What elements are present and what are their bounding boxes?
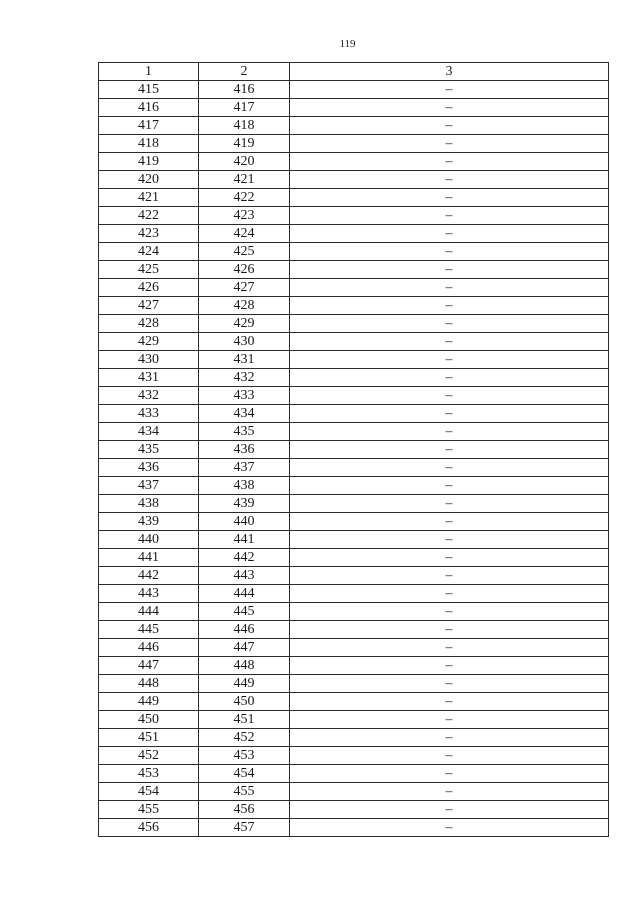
table-cell-col-3: – <box>290 423 609 441</box>
table-cell-col-2: 449 <box>199 675 290 693</box>
table-row <box>99 765 609 783</box>
table-row <box>99 549 609 567</box>
table-cell-col-3: – <box>290 459 609 477</box>
table-cell-col-2: 442 <box>199 549 290 567</box>
table-row <box>99 207 609 225</box>
table-cell-col-1: 428 <box>99 315 199 333</box>
table-cell-col-2: 435 <box>199 423 290 441</box>
table-cell-col-2: 445 <box>199 603 290 621</box>
header-row <box>99 63 609 81</box>
table-cell-col-3: – <box>290 279 609 297</box>
table-row <box>99 567 609 585</box>
table-cell-col-2: 428 <box>199 297 290 315</box>
table-row <box>99 603 609 621</box>
table-row <box>99 513 609 531</box>
table-row <box>99 531 609 549</box>
table-row <box>99 783 609 801</box>
table-cell-col-2: 429 <box>199 315 290 333</box>
table-cell-col-1: 425 <box>99 261 199 279</box>
table-cell-col-1: 442 <box>99 567 199 585</box>
table-cell-col-3: – <box>290 405 609 423</box>
table-row <box>99 405 609 423</box>
table-row <box>99 351 609 369</box>
data-table <box>98 62 609 837</box>
table-cell-col-3: – <box>290 657 609 675</box>
table-cell-col-1: 446 <box>99 639 199 657</box>
table-cell-col-2: 436 <box>199 441 290 459</box>
table-cell-col-3: – <box>290 189 609 207</box>
table-cell-col-2: 457 <box>199 819 290 837</box>
table-cell-col-3: – <box>290 297 609 315</box>
table-cell-col-1: 456 <box>99 819 199 837</box>
table-cell-col-3: – <box>290 261 609 279</box>
table-cell-col-3: – <box>290 729 609 747</box>
table-cell-col-3: – <box>290 315 609 333</box>
table-cell-col-1: 429 <box>99 333 199 351</box>
table-cell-col-1: 451 <box>99 729 199 747</box>
table-row <box>99 675 609 693</box>
table-cell-col-3: – <box>290 333 609 351</box>
table-cell-col-2: 424 <box>199 225 290 243</box>
table-cell-col-3: – <box>290 225 609 243</box>
column-header-1: 1 <box>99 63 199 81</box>
table-cell-col-1: 438 <box>99 495 199 513</box>
table-cell-col-2: 443 <box>199 567 290 585</box>
table-row <box>99 729 609 747</box>
table-row <box>99 477 609 495</box>
table-cell-col-2: 416 <box>199 81 290 99</box>
table-body <box>99 81 609 837</box>
table-row <box>99 585 609 603</box>
table-cell-col-3: – <box>290 81 609 99</box>
table-row <box>99 153 609 171</box>
table-cell-col-2: 439 <box>199 495 290 513</box>
table-row <box>99 801 609 819</box>
table-cell-col-2: 444 <box>199 585 290 603</box>
table-cell-col-2: 431 <box>199 351 290 369</box>
table-cell-col-2: 432 <box>199 369 290 387</box>
table-cell-col-2: 456 <box>199 801 290 819</box>
table-row <box>99 297 609 315</box>
table-cell-col-3: – <box>290 351 609 369</box>
table-cell-col-2: 452 <box>199 729 290 747</box>
table-cell-col-1: 437 <box>99 477 199 495</box>
table-cell-col-2: 426 <box>199 261 290 279</box>
table-cell-col-2: 434 <box>199 405 290 423</box>
table-cell-col-3: – <box>290 477 609 495</box>
table-cell-col-3: – <box>290 243 609 261</box>
table-cell-col-3: – <box>290 801 609 819</box>
table-cell-col-3: – <box>290 117 609 135</box>
table-cell-col-1: 424 <box>99 243 199 261</box>
table-cell-col-1: 433 <box>99 405 199 423</box>
table-cell-col-1: 418 <box>99 135 199 153</box>
table-cell-col-1: 447 <box>99 657 199 675</box>
table-row <box>99 387 609 405</box>
table-cell-col-1: 455 <box>99 801 199 819</box>
table-cell-col-2: 417 <box>199 99 290 117</box>
table-cell-col-2: 447 <box>199 639 290 657</box>
table-row <box>99 279 609 297</box>
table-cell-col-1: 427 <box>99 297 199 315</box>
table-row <box>99 639 609 657</box>
table-cell-col-3: – <box>290 387 609 405</box>
table-row <box>99 495 609 513</box>
table-row <box>99 747 609 765</box>
table-cell-col-3: – <box>290 621 609 639</box>
table-cell-col-3: – <box>290 747 609 765</box>
table-cell-col-1: 445 <box>99 621 199 639</box>
table-cell-col-1: 417 <box>99 117 199 135</box>
table-cell-col-1: 430 <box>99 351 199 369</box>
table-cell-col-2: 455 <box>199 783 290 801</box>
table-cell-col-3: – <box>290 207 609 225</box>
table-cell-col-3: – <box>290 513 609 531</box>
table-cell-col-1: 420 <box>99 171 199 189</box>
table-cell-col-1: 453 <box>99 765 199 783</box>
table-row <box>99 621 609 639</box>
table-cell-col-3: – <box>290 603 609 621</box>
page-number: 119 <box>339 38 356 50</box>
table-cell-col-2: 451 <box>199 711 290 729</box>
table-cell-col-2: 420 <box>199 153 290 171</box>
table-cell-col-3: – <box>290 549 609 567</box>
table-row <box>99 459 609 477</box>
table-row <box>99 657 609 675</box>
table-header <box>99 63 609 81</box>
table-cell-col-1: 431 <box>99 369 199 387</box>
table-cell-col-1: 454 <box>99 783 199 801</box>
table-cell-col-2: 422 <box>199 189 290 207</box>
table-cell-col-1: 452 <box>99 747 199 765</box>
table-row <box>99 315 609 333</box>
table-cell-col-2: 437 <box>199 459 290 477</box>
table-cell-col-3: – <box>290 639 609 657</box>
table-cell-col-1: 450 <box>99 711 199 729</box>
table-cell-col-2: 430 <box>199 333 290 351</box>
table-cell-col-1: 439 <box>99 513 199 531</box>
table-cell-col-2: 446 <box>199 621 290 639</box>
table-cell-col-1: 426 <box>99 279 199 297</box>
table-row <box>99 333 609 351</box>
table-cell-col-3: – <box>290 819 609 837</box>
table-cell-col-3: – <box>290 531 609 549</box>
table-cell-col-1: 444 <box>99 603 199 621</box>
table-row <box>99 693 609 711</box>
table-row <box>99 261 609 279</box>
table-cell-col-3: – <box>290 711 609 729</box>
table-cell-col-2: 427 <box>199 279 290 297</box>
table-cell-col-1: 434 <box>99 423 199 441</box>
table-cell-col-1: 449 <box>99 693 199 711</box>
table-cell-col-2: 454 <box>199 765 290 783</box>
table-cell-col-1: 440 <box>99 531 199 549</box>
table-cell-col-1: 422 <box>99 207 199 225</box>
table-cell-col-2: 450 <box>199 693 290 711</box>
table-cell-col-3: – <box>290 585 609 603</box>
table-cell-col-1: 436 <box>99 459 199 477</box>
table-row <box>99 441 609 459</box>
table-cell-col-1: 448 <box>99 675 199 693</box>
table-cell-col-2: 421 <box>199 171 290 189</box>
table-cell-col-3: – <box>290 567 609 585</box>
table-cell-col-1: 432 <box>99 387 199 405</box>
table-row <box>99 369 609 387</box>
table-row <box>99 135 609 153</box>
table-cell-col-1: 423 <box>99 225 199 243</box>
table-row <box>99 99 609 117</box>
table-row <box>99 117 609 135</box>
table-cell-col-3: – <box>290 495 609 513</box>
table-cell-col-2: 448 <box>199 657 290 675</box>
table-cell-col-2: 418 <box>199 117 290 135</box>
table-cell-col-2: 423 <box>199 207 290 225</box>
table-cell-col-1: 416 <box>99 99 199 117</box>
table-row <box>99 819 609 837</box>
table-cell-col-1: 415 <box>99 81 199 99</box>
table-row <box>99 171 609 189</box>
table-row <box>99 711 609 729</box>
table-cell-col-3: – <box>290 675 609 693</box>
table-cell-col-2: 419 <box>199 135 290 153</box>
table-cell-col-3: – <box>290 441 609 459</box>
table-cell-col-1: 441 <box>99 549 199 567</box>
column-header-2: 2 <box>199 63 290 81</box>
table-cell-col-2: 441 <box>199 531 290 549</box>
table-cell-col-3: – <box>290 693 609 711</box>
table-cell-col-3: – <box>290 99 609 117</box>
table-cell-col-1: 443 <box>99 585 199 603</box>
table-cell-col-2: 425 <box>199 243 290 261</box>
table-cell-col-2: 433 <box>199 387 290 405</box>
table-cell-col-2: 440 <box>199 513 290 531</box>
table-cell-col-3: – <box>290 153 609 171</box>
table-row <box>99 423 609 441</box>
table-row <box>99 81 609 99</box>
table-cell-col-1: 419 <box>99 153 199 171</box>
table-cell-col-2: 438 <box>199 477 290 495</box>
table-cell-col-3: – <box>290 369 609 387</box>
table-cell-col-1: 421 <box>99 189 199 207</box>
table-row <box>99 189 609 207</box>
table-cell-col-3: – <box>290 135 609 153</box>
column-header-3: 3 <box>290 63 609 81</box>
table-cell-col-3: – <box>290 783 609 801</box>
table-cell-col-3: – <box>290 171 609 189</box>
table-cell-col-3: – <box>290 765 609 783</box>
table-cell-col-1: 435 <box>99 441 199 459</box>
table-row <box>99 243 609 261</box>
table-row <box>99 225 609 243</box>
table-cell-col-2: 453 <box>199 747 290 765</box>
